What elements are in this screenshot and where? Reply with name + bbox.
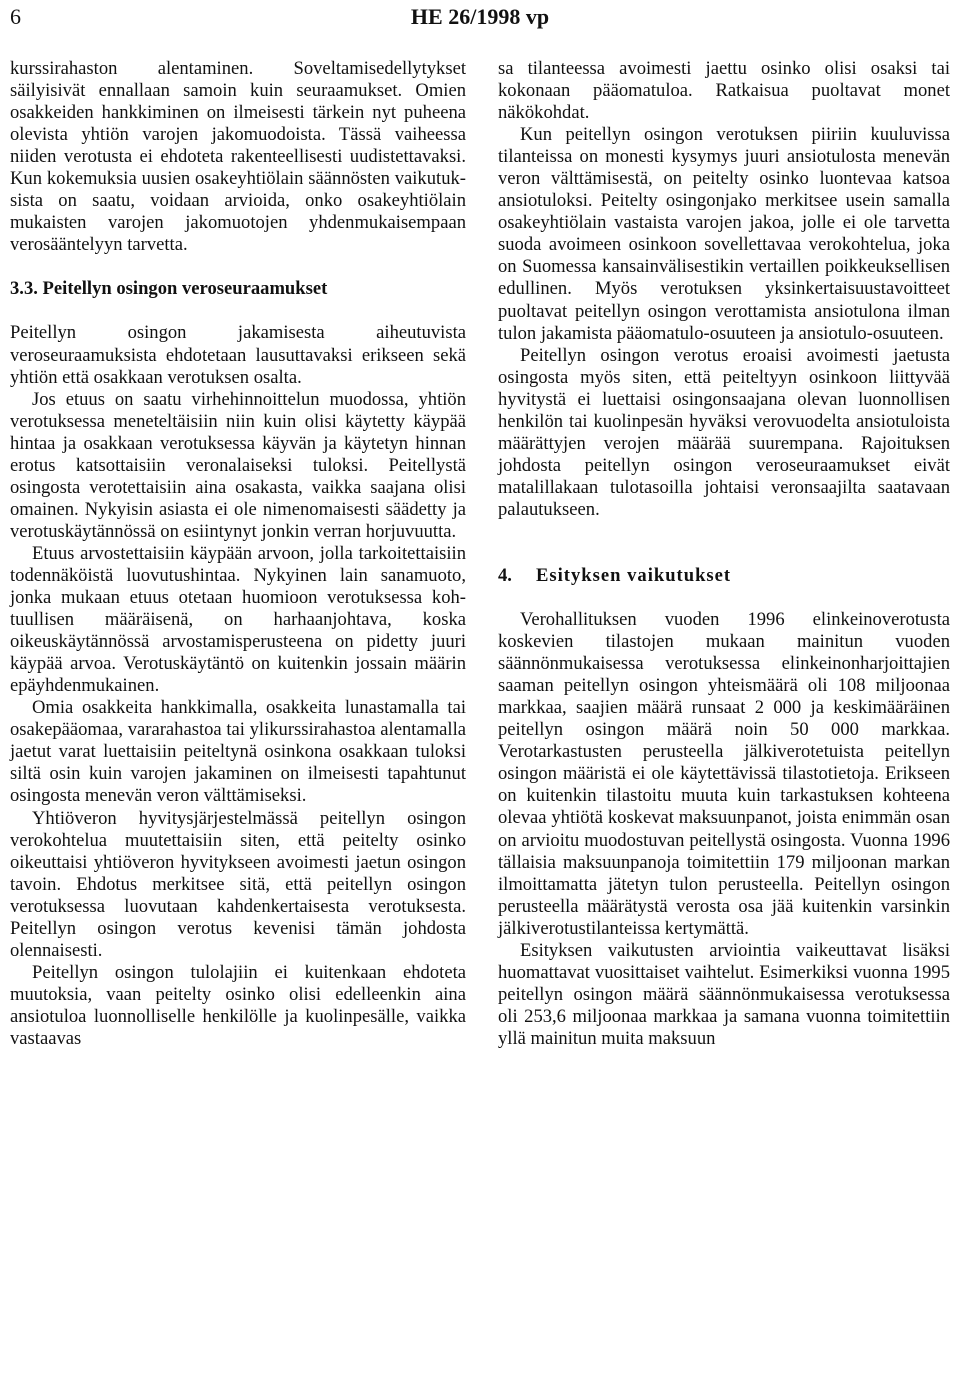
section-number: 4. (498, 564, 512, 586)
section-heading-3-3 (10, 278, 466, 300)
section-number: 3.3. (10, 278, 38, 300)
paragraph: kurssirahaston alentaminen. Soveltamisedellytykset säilyisivät ennallaan samoin kuin seuraamukset. Omien osakkeiden hankkiminen on ilmeisesti tärkein nyt puheena olevista yhtiön varojen jakomuodoista. Tässä vaiheessa niiden verotusta ei ehdoteta rakenteellisesti uudistettavaksi. Kun kokemuksia uusien osakeyhtiölain säännösten vaikutuksista on saatu, voidaan arvioida, onko osakeyhtiölain mukaisten varojen jakomuotojen yhdenmukaisempaan verosääntelyyn tarvetta. (10, 58, 466, 256)
page-header (0, 4, 960, 34)
paragraph: Yhtiöveron hyvitysjärjestelmässä peitellyn osingon verokohtelua muutettaisiin siten, että peitelty osinko oikeuttaisi yhtiöveron hyvitykseen avoimesti jaetun osingon tavoin. Ehdotus merkitsee sitä, että peitellyn osingon verotuksessa luovutaan kahdenkertaisesta verotuksesta. Peitellyn osingon verotus kevenisi tämän johdosta olennaisesti. (10, 807, 466, 961)
document-id: HE 26/1998 vp (410, 4, 550, 29)
section-title: Peitellyn osingon veroseuraamukset (42, 278, 328, 300)
paragraph: Verohallituksen vuoden 1996 elinkeinoverotusta koskevien tilastojen mukaan mainitun vuoden säännönmukaisessa verotuksessa elinkeinonharjoittajien saaman peitellyn osingon yhteismäärä oli 108 miljoonaa markkaa, saajien määrä runsaat 2 000 ja keskimääräinen peitellyn osingon määrä noin 50 000 markkaa. Verotarkastusten perusteella jälkiverotetuista peitellyn osingon määristä ei ole käytettävissä tilastotietoja. Erikseen on kuitenkin tilastoitu muuta kuin tarkastuksen kohteena olevaa yhtiötä koskevat maksuunpanot, joista enimmän osan on arvioitu muodostuvan peitellystä osingosta. Vuonna 1996 tällaisia maksuunpanoja toimitettiin 179 miljoonan markan ilmoittamatta jätetyn tulon perusteella. Peitellyn osingon perusteella määrätystä verosta osa jää kuitenkin varsinkin jälkiverotustilanteissa kertymättä. (498, 609, 950, 939)
paragraph: Esityksen vaikutusten arviointia vaikeuttavat lisäksi huomattavat vuosittaiset vaihtelut. Esimerkiksi vuonna 1995 peitellyn osingon määrä säännönmukaisessa verotuksessa oli 253,6 miljoonaa markkaa ja samana vuonna toimitettiin yllä mainitun muita maksuun (498, 939, 950, 1049)
paragraph: Etuus arvostettaisiin käypään arvoon, jolla tarkoitettaisiin todennäköistä luovutushintaa. Nykyinen lain sanamuoto, jonka mukaan etuus otetaan huomioon verotuksessa kohtuullisen määräisenä, on harhaanjohtava, koska oikeuskäytännössä arvostamisperusteena on pidetty juuri käypää arvoa. Verotuskäytäntö on kuitenkin jossain määrin epäyhdenmukainen. (10, 542, 466, 697)
right-column (498, 58, 950, 1050)
page-number: 6 (10, 4, 21, 29)
section-title: Esityksen vaikutukset (536, 564, 732, 586)
section-heading-4 (498, 565, 950, 587)
paragraph: Peitellyn osingon tulolajiin ei kuitenkaan ehdoteta muutoksia, vaan peitelty osinko olisi edelleenkin aina ansiotuloa luonnolliselle henkilölle ja kuolinpesälle, vaikka vastaavas (10, 961, 466, 1049)
paragraph: Peitellyn osingon verotus eroaisi avoimesti jaetusta osingosta myös siten, että peiteltyyn osinkoon liittyvää hyvitystä ei luettaisi osingonsaajana olevan luonnollisen henkilön tai kuolinpesän hyväksi verovuodelta ansiotuloista määrättyjen verojen määrää suurempana. Rajoituksen johdosta peitellyn osingon veroseuraamukset eivät matalillakaan tulotasoilla johtaisi veronsaajilta saatavaan palautukseen. (498, 344, 950, 520)
paragraph: Omia osakkeita hankkimalla, osakkeita lunastamalla tai osakepääomaa, vararahastoa tai ylikurssirahastoa alentamalla jaetut varat luettaisiin peiteltynä osinkona osakkaan tuloksi siltä osin kuin varojen jakaminen on ilmeisesti tapahtunut osingosta menevän veron välttämiseksi. (10, 697, 466, 807)
left-column (10, 58, 466, 1050)
paragraph: sa tilanteessa avoimesti jaettu osinko olisi osaksi tai kokonaan pääomatuloa. Ratkaisua puoltavat monet näkökohdat. (498, 58, 950, 124)
paragraph: Kun peitellyn osingon verotuksen piiriin kuuluvissa tilanteissa on monesti kysymys juuri ansiotulosta menevän veron välttämisestä, on peitelty osinko luontevaa katsoa ansiotuloksi. Peitelty osingonjako merkitsee usein samalla osakeyhtiölain vastaista varojen jakoa, jolle ei ole tarvetta suoda avoimeen osinkoon sovellettavaa verokohtelua, joka on Suomessa kansainvälisestikin vertaillen poikkeuksellisen edullinen. Myös verotuksen yksinkertaisuustavoitteet puoltavat peitellyn osingon verottamista ansiotulona ilman tulon jakamista pääomatulo-osuuteen ja ansiotulo-osuuteen. (498, 124, 950, 344)
paragraph: Peitellyn osingon jakamisesta aiheutuvista veroseuraamuksista ehdotetaan lausuttavaksi erikseen sekä yhtiön että osakkaan verotuksen osalta. (10, 322, 466, 388)
paragraph: Jos etuus on saatu virhehinnoittelun muodossa, yhtiön verotuksessa meneteltäisiin niin kuin olisi käytetty käypää hintaa ja osakkaan verotuksessa käyvän ja käytetyn hinnan erotus katsottaisiin veronalaiseksi tuloksi. Peitellystä osingosta verotettaisiin aina osakasta, vaikka saajana olisi omainen. Nykyisin asiasta ei ole nimenomaisesti säädetty ja verotuskäytännössä on esiintynyt jonkin verran horjuvuutta. (10, 388, 466, 542)
